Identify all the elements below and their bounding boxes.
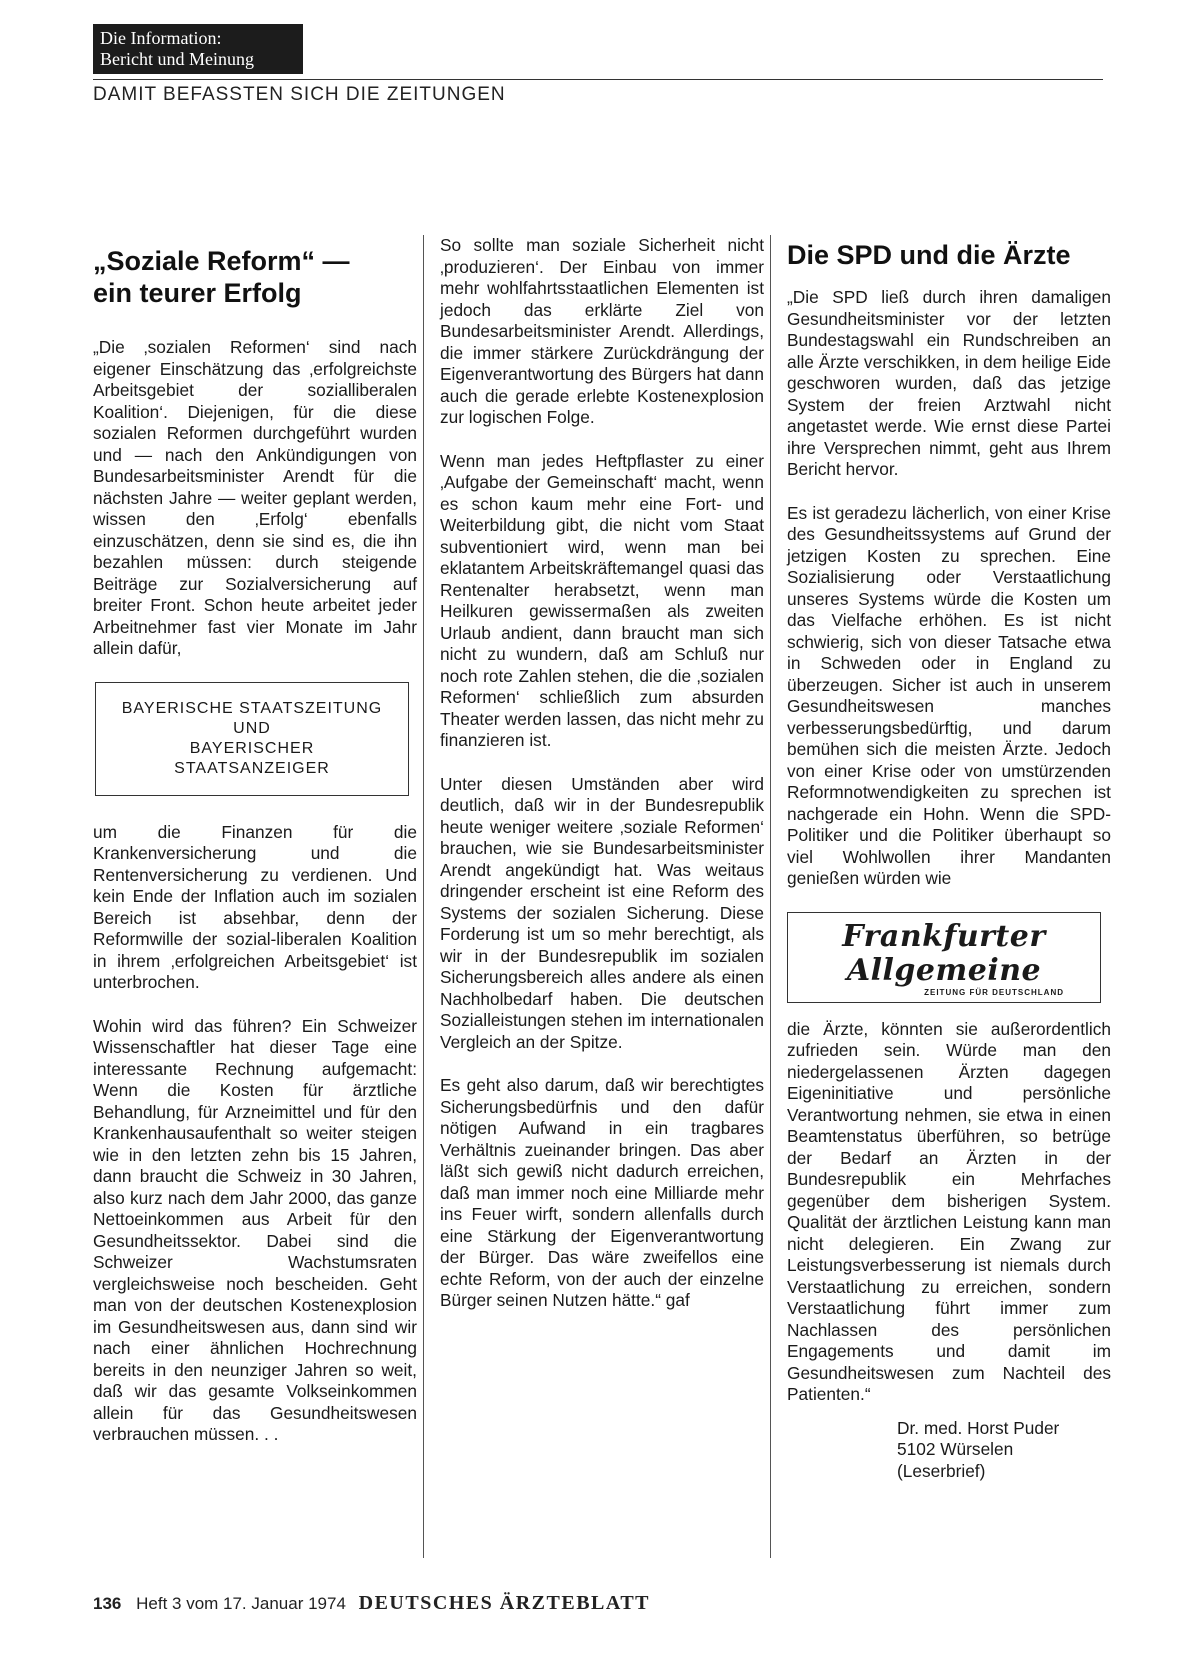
section-title: DAMIT BEFASSTEN SICH DIE ZEITUNGEN: [93, 84, 506, 105]
signature-line-3: (Leserbrief): [897, 1460, 986, 1481]
article-2-paragraph: die Ärzte, könnten sie außerordentlich zufrieden sein. Würde man den niedergelassenen Ärzten dagegen Eigeninitiative und persönliche Verantwortung nehmen, sie etwa in einen Beamtenstatus überführen, so betrüge der Bedarf an Ärzten in der Bundesrepublik ein Mehrfaches gegenüber dem bisherigen System. Qualität der ärztlichen Leistung kann man nicht delegieren. Ein Zwang zur Leistungsverbesserung ist niemals durch Verstaatlichung zu erreichen, sondern Verstaatlichung führt immer zum Nachlassen des persönlichen Engagements und damit im Gesundheitswesen zum Nachteil des Patienten.“: [787, 1018, 1111, 1404]
page-footer: [93, 1592, 650, 1615]
section-badge: [93, 24, 303, 74]
article-1-paragraph: So sollte man soziale Sicherheit nicht ‚produzieren‘. Der Einbau von immer mehr wohlfahrtsstaatlichen Elementen ist jedoch das erklärte Ziel von Bundesarbeitsminister Arendt. Allerdings, die immer stärkere Zurückdrängung der Eigenverantwortung des Bürgers hat dann auch die gerade erlebte Kostenexplosion zur logischen Folge.: [440, 235, 764, 427]
letter-signature: [787, 1418, 1111, 1483]
column-divider-1: [423, 235, 424, 1558]
issue-info: Heft 3 vom 17. Januar 1974: [136, 1594, 346, 1613]
article-2-headline: Die SPD und die Ärzte: [787, 240, 1071, 270]
signature-line-1: Dr. med. Horst Puder: [897, 1417, 1060, 1438]
article-1-paragraph: Wohin wird das führen? Ein Schweizer Wissenschaftler hat dieser Tage eine interessante Rechnung aufgemacht: Wenn die Kosten für ärztliche Behandlung, für Arzneimittel und für den Krankenhausaufenthalt so weiter steigen wie in den letzten zehn bis 15 Jahren, dann braucht die Schweiz in 30 Jahren, also kurz nach dem Jahr 2000, das ganze Nettoeinkommen aus Arbeit für den Gesundheitssektor. Dabei sind die Schweizer Wachstumsraten vergleichsweise noch bescheiden. Geht man von der deutschen Kostenexplosion im Gesundheitswesen aus, dann sind wir nach einer ähnlichen Hochrechnung bereits in den neunziger Jahren so weit, daß wir das gesamte Volkseinkommen allein für das Gesundheitswesen verbrauchen müssen. . .: [93, 1015, 417, 1444]
article-1-paragraph: Unter diesen Umständen aber wird deutlich, daß wir in der Bundesrepublik heute weniger weitere ‚soziale Reformen‘ brauchen, wie sie Bundesarbeitsminister Arendt angekündigt hat. Was weitaus dringender erscheint ist eine Reform des Systems der sozialen Sicherung. Diese Forderung ist um so mehr berechtigt, als wir in der Bundesrepublik im sozialen Sicherungsbereich alles andere als einen Nachholbedarf haben. Die deutschen Sozialleistungen stehen im internationalen Vergleich an der Spitze.: [440, 773, 764, 1052]
column-2: [440, 235, 764, 1334]
article-2-paragraph: Es ist geradezu lächerlich, von einer Krise des Gesundheitssystems auf Grund der jetzigen Kosten zu sprechen. Eine Sozialisierung oder Verstaatlichung unseres Systems würde die Kosten um das Vielfache erhöhen. Es ist nicht schwierig, sich von dieser Tatsache etwa in Schweden oder in England zu überzeugen. Sicher ist auch in unserem Gesundheitswesen manches verbesserungsbedürftig, und darum bemühen sich die meisten Ärzte. Jedoch von einer Krise oder von umstürzenden Reformnotwendigkeiten zu sprechen ist nachgerade ein Hohn. Wenn die SPD-Politiker und die Politiker überhaupt so viel Wohlwollen ihrer Mandanten genießen würden wie: [787, 502, 1111, 888]
source-line-4: STAATSANZEIGER: [174, 759, 330, 777]
headline-line-2: ein teurer Erfolg: [93, 278, 302, 308]
column-3: [787, 235, 1111, 1482]
article-1-paragraph: Wenn man jedes Heftpflaster zu einer ‚Aufgabe der Gemeinschaft‘ macht, wenn es schon kaum mehr eine Fort- und Weiterbildung gibt, die nicht vom Staat subventioniert wird, wenn man bei eklatantem Arbeitskräftemangel quasi das Rentenalter herabsetzt, wenn man Heilkuren gewissermaßen als zweiten Urlaub andient, dann braucht man sich nicht zu wundern, daß am Schluß nur noch rote Zahlen stehen, die die ‚sozialen Reformen‘ schließlich zum absurden Theater werden lassen, das nicht mehr zu finanzieren ist.: [440, 450, 764, 750]
source-line-3: BAYERISCHER: [189, 739, 315, 757]
badge-line-2: Bericht und Meinung: [100, 49, 254, 69]
badge-line-1: Die Information:: [100, 28, 222, 48]
source-line-1: BAYERISCHE STAATSZEITUNG: [121, 699, 383, 717]
source-logo-frankfurter-allgemeine: [787, 912, 1101, 1003]
source-line-2: UND: [233, 719, 271, 737]
article-2-paragraph: „Die SPD ließ durch ihren damaligen Gesundheitsminister vor der letzten Bundestagswahl ein Rundschreiben an alle Ärzte verschikken, in dem heilige Eide geschworen wurden, daß das jetzige System der freien Arztwahl nicht angetastet werde. Wie ernst diese Partei ihre Versprechen nimmt, geht aus Ihrem Bericht hervor.: [787, 287, 1111, 479]
article-1-paragraph: „Die ‚sozialen Reformen‘ sind nach eigener Einschätzung das ‚erfolgreichste Arbeitsgebiet der sozialliberalen Koalition‘. Diejenigen, für die diese sozialen Reformen durchgeführt wurden und — nach den Ankündigungen von Bundesarbeitsminister Arendt für die nächsten Jahre — weiter geplant werden, wissen den ‚Erfolg‘ ebenfalls einzuschätzen, denn sie sind es, die ihn bezahlen müssen: durch steigende Beiträge zur Sozialversicherung auf breiter Front. Schon heute arbeitet jeder Arbeitnehmer fast vier Monate im Jahr allein dafür,: [93, 337, 417, 658]
column-divider-2: [770, 235, 771, 1558]
source-logo-subtitle: ZEITUNG FÜR DEUTSCHLAND: [924, 987, 1064, 997]
article-1-paragraph: um die Finanzen für die Krankenversicherung und die Rentenversicherung zu verdienen. Und kein Ende der Inflation auch im sozialen Bereich ist absehbar, denn der Reformwille der sozial-liberalen Koalition in ihrem ‚erfolgreichen Arbeitsgebiet‘ ist unterbrochen.: [93, 821, 417, 992]
headline-line-1: „Soziale Reform“ —: [93, 246, 350, 276]
source-box-bayerische-staatszeitung: [95, 682, 409, 796]
source-logo-name: Frankfurter Allgemeine: [842, 918, 1046, 988]
page-number: 136: [93, 1594, 122, 1613]
column-1: [93, 235, 417, 1468]
journal-name: DEUTSCHES ÄRZTEBLATT: [358, 1592, 651, 1614]
header-rule: [93, 79, 1103, 80]
article-1-paragraph: Es geht also darum, daß wir berechtigtes Sicherungsbedürfnis und den dafür nötigen Aufwand in ein tragbares Verhältnis zueinander bringen. Das aber läßt sich gewiß nicht dadurch erreichen, daß man immer noch eine Milliarde mehr ins Feuer wirft, sondern allenfalls durch eine Stärkung der Eigenverantwortung der Bürger. Das wäre zweifellos eine echte Reform, von der auch der einzelne Bürger seinen Nutzen hätte.“ gaf: [440, 1075, 764, 1310]
article-1-headline: [93, 245, 417, 309]
signature-line-2: 5102 Würselen: [897, 1439, 1014, 1459]
